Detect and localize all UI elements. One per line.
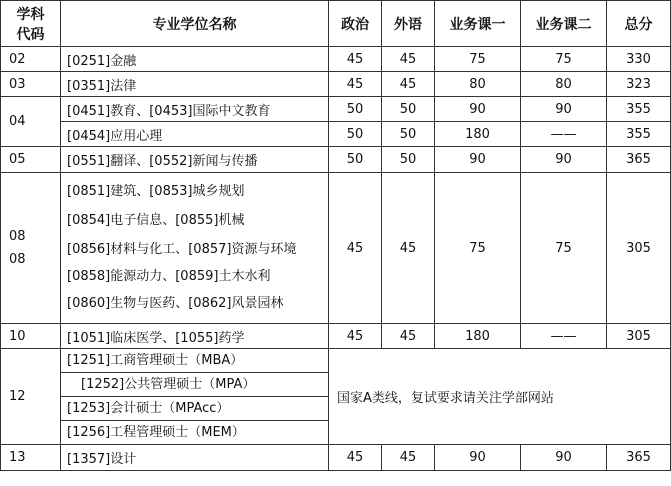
row-code-line2: 08: [9, 252, 26, 267]
row-politics: 45: [329, 445, 382, 471]
row-note: 国家A类线，复试要求请关注学部网站: [329, 349, 671, 445]
row-total: 355: [607, 122, 671, 147]
row-total: 365: [607, 147, 671, 173]
row-foreign: 50: [382, 122, 435, 147]
row-politics: 45: [329, 173, 382, 324]
table-row: [1, 349, 671, 445]
header-code-line2: 代码: [16, 26, 45, 43]
table-row: [1, 72, 671, 97]
row-politics: 50: [329, 122, 382, 147]
row-total: 305: [607, 173, 671, 324]
table-row: [1, 173, 671, 324]
row-foreign: 45: [382, 47, 435, 72]
row-code: 02: [1, 47, 61, 72]
row-course2: 90: [521, 147, 607, 173]
row-course2: ——: [521, 122, 607, 147]
row-name: [0351]法律: [61, 72, 329, 97]
row-course2: 80: [521, 72, 607, 97]
table-row: [1, 97, 671, 122]
row-course2: 90: [521, 445, 607, 471]
row-name: [0858]能源动力、[0859]土木水利: [67, 269, 271, 284]
row-code: 12: [1, 349, 61, 445]
table-row: [1, 445, 671, 471]
row-politics: 45: [329, 72, 382, 97]
table-row: [1, 147, 671, 173]
header-course2: 业务课二: [521, 1, 607, 47]
table-row: [1, 324, 671, 349]
row-foreign: 50: [382, 97, 435, 122]
row-name: [0854]电子信息、[0855]机械: [67, 213, 245, 228]
row-name: [0251]金融: [61, 47, 329, 72]
row-course1: 180: [435, 122, 521, 147]
row-name: [0454]应用心理: [61, 122, 329, 147]
row-course2: 90: [521, 97, 607, 122]
row-course1: 180: [435, 324, 521, 349]
row-foreign: 45: [382, 445, 435, 471]
row-total: 323: [607, 72, 671, 97]
row-name: [1253]会计硕士（MPAcc）: [61, 397, 328, 421]
row-course1: 90: [435, 445, 521, 471]
table-row: [1, 47, 671, 72]
header-code-line1: 学科: [16, 6, 45, 23]
row-total: 355: [607, 97, 671, 122]
row-name: [0860]生物与医药、[0862]风景园林: [67, 296, 284, 311]
row-name: [0551]翻译、[0552]新闻与传播: [61, 147, 329, 173]
row-course1: 75: [435, 47, 521, 72]
header-foreign: 外语: [382, 1, 435, 47]
row-code: 03: [1, 72, 61, 97]
header-code: [1, 1, 61, 47]
row-name: [1051]临床医学、[1055]药学: [61, 324, 329, 349]
row-name: [0851]建筑、[0853]城乡规划: [67, 184, 245, 199]
row-foreign: 45: [382, 324, 435, 349]
table-row: [1, 122, 671, 147]
row-politics: 50: [329, 147, 382, 173]
row-total: 365: [607, 445, 671, 471]
row-total: 330: [607, 47, 671, 72]
row-course2: ——: [521, 324, 607, 349]
row-foreign: 50: [382, 147, 435, 173]
row-code: 13: [1, 445, 61, 471]
row-code: 04: [1, 97, 61, 147]
row-politics: 45: [329, 324, 382, 349]
row-total: 305: [607, 324, 671, 349]
row-course1: 75: [435, 173, 521, 324]
row-course2: 75: [521, 173, 607, 324]
row-name: [1256]工程管理硕士（MEM）: [67, 425, 245, 440]
row-politics: 45: [329, 47, 382, 72]
row-name: [1251]工商管理硕士（MBA）: [61, 349, 328, 373]
header-name: 专业学位名称: [61, 1, 329, 47]
header-politics: 政治: [329, 1, 382, 47]
row-code-line1: 08: [9, 229, 26, 244]
row-foreign: 45: [382, 72, 435, 97]
row-name: [1357]设计: [61, 445, 329, 471]
row-course1: 90: [435, 97, 521, 122]
header-course1: 业务课一: [435, 1, 521, 47]
row-foreign: 45: [382, 173, 435, 324]
row-code: 05: [1, 147, 61, 173]
row-code: [1, 173, 61, 324]
row-code: 10: [1, 324, 61, 349]
row-name-list: [61, 349, 329, 445]
row-course1: 90: [435, 147, 521, 173]
header-total: 总分: [607, 1, 671, 47]
row-course2: 75: [521, 47, 607, 72]
row-name-list: [61, 173, 329, 324]
row-name: [0856]材料与化工、[0857]资源与环境: [67, 242, 297, 257]
header-row: [1, 1, 671, 47]
row-course1: 80: [435, 72, 521, 97]
row-politics: 50: [329, 97, 382, 122]
row-name: [0451]教育、[0453]国际中文教育: [61, 97, 329, 122]
row-name: [1252]公共管理硕士（MPA）: [61, 373, 328, 397]
